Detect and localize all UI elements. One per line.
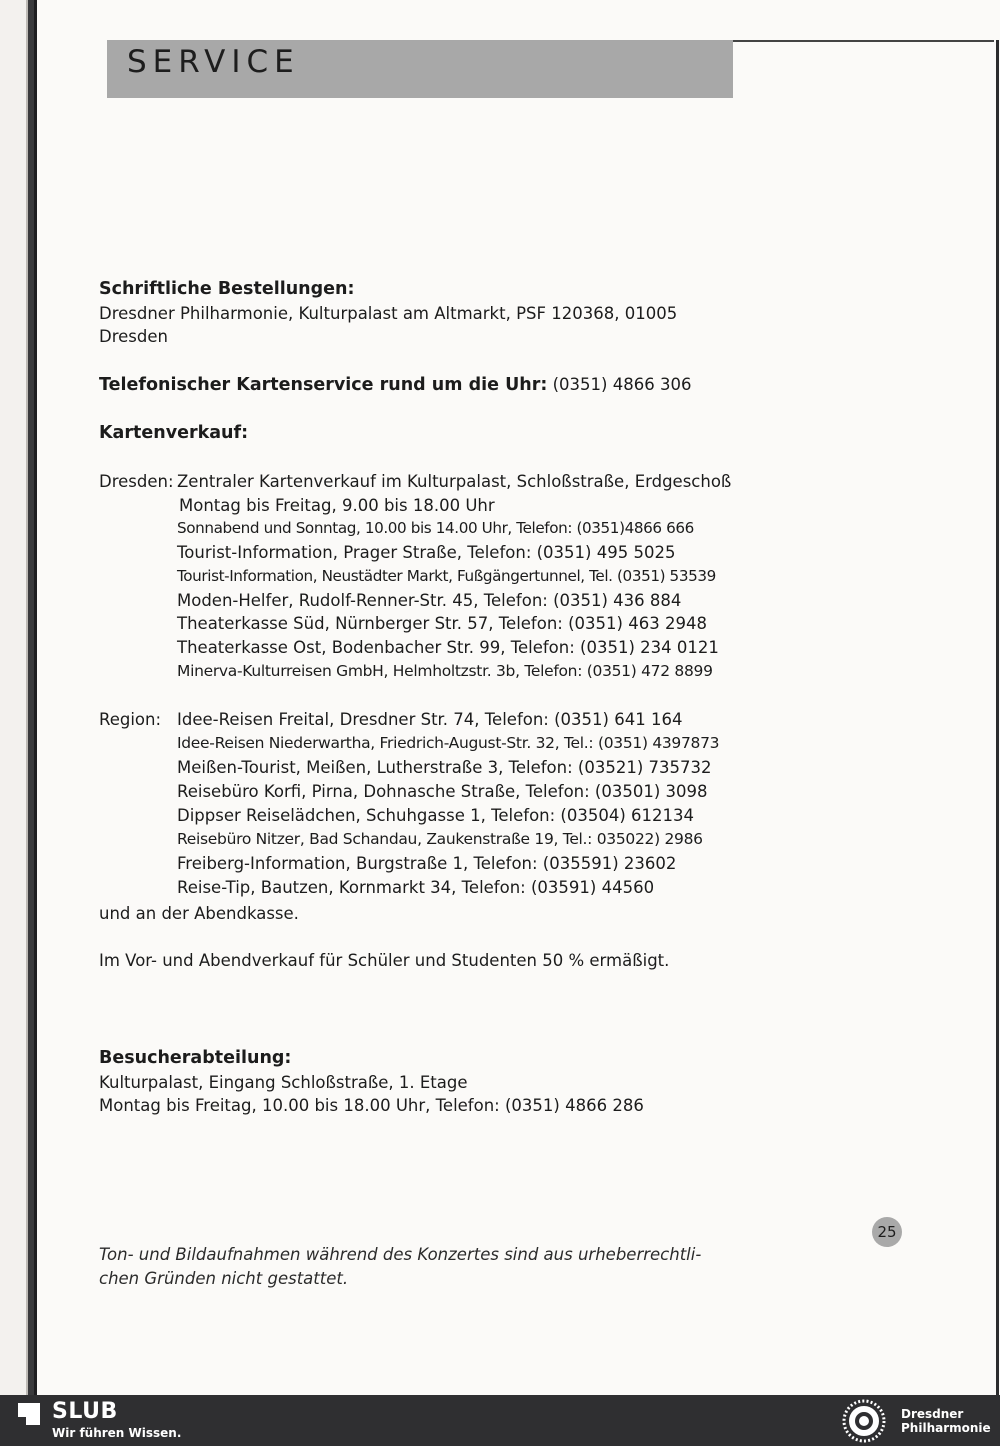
visitor-department-line1: Kulturpalast, Eingang Schloßstraße, 1. Etage: [99, 1072, 468, 1092]
dresden-outlet: Tourist-Information, Neustädter Markt, Fußgängertunnel, Tel. (0351) 53539: [177, 567, 716, 585]
page-edge-rule: [996, 40, 999, 1395]
written-orders-line2: Dresden: [99, 327, 168, 347]
visitor-department-line2: Montag bis Freitag, 10.00 bis 18.00 Uhr, Telefon: (0351) 4866 286: [99, 1096, 644, 1116]
dresden-outlet: Minerva-Kulturreisen GmbH, Helmholtzstr. 3b, Telefon: (0351) 472 8899: [177, 662, 713, 680]
page-number: 25: [872, 1217, 902, 1247]
dresden-outlet: Sonnabend und Sonntag, 10.00 bis 14.00 Uhr, Telefon: (0351)4866 666: [177, 519, 694, 537]
dresden-outlet: Zentraler Kartenverkauf im Kulturpalast, Schloßstraße, Erdgeschoß: [177, 472, 732, 491]
ticket-sales-heading-block: [99, 422, 739, 446]
region-outlet: Reisebüro Nitzer, Bad Schandau, Zaukenstraße 19, Tel.: 035022) 2986: [177, 830, 703, 848]
written-orders-line1: Dresdner Philharmonie, Kulturpalast am Altmarkt, PSF 120368, 01005: [99, 303, 678, 323]
region-outlet: Reisebüro Korfi, Pirna, Dohnasche Straße, Telefon: (03501) 3098: [177, 782, 708, 801]
visitor-department-heading: Besucherabteilung:: [99, 1048, 292, 1068]
section-title: SERVICE: [127, 44, 300, 80]
philharmonie-logo-icon: [842, 1399, 886, 1443]
region-outlet: Idee-Reisen Niederwartha, Friedrich-August-Str. 32, Tel.: (0351) 4397873: [177, 734, 720, 752]
written-orders: [99, 278, 739, 349]
philharmonie-name-line1: Dresdner: [901, 1407, 964, 1421]
visitor-department: [99, 1047, 739, 1118]
recording-notice-line2: chen Gründen nicht gestattet.: [99, 1268, 349, 1288]
phone-service-number: (0351) 4866 306: [547, 375, 692, 394]
region-outlet: Reise-Tip, Bautzen, Kornmarkt 34, Telefon: (03591) 44560: [177, 878, 655, 897]
student-discount: [99, 949, 739, 973]
header-rule: [732, 40, 994, 42]
region-outlet: Freiberg-Information, Burgstraße 1, Telefon: (035591) 23602: [177, 854, 677, 873]
phone-service: [99, 373, 739, 398]
dresden-outlet: Theaterkasse Ost, Bodenbacher Str. 99, Telefon: (0351) 234 0121: [177, 638, 719, 657]
slub-tagline: Wir führen Wissen.: [52, 1426, 182, 1440]
recording-notice: [99, 1243, 739, 1290]
dresden-label: Dresden:: [99, 472, 174, 491]
recording-notice-line1: Ton- und Bildaufnahmen während des Konzertes sind aus urheberrechtli-: [99, 1245, 702, 1264]
phone-service-heading: Telefonischer Kartenservice rund um die Uhr:: [99, 375, 548, 395]
region-outlet: Idee-Reisen Freital, Dresdner Str. 74, Telefon: (0351) 641 164: [177, 710, 683, 729]
footer-bar: [0, 1395, 1000, 1446]
section-header-bar: [107, 40, 733, 98]
dresden-outlet: Tourist-Information, Prager Straße, Telefon: (0351) 495 5025: [177, 543, 676, 562]
written-orders-heading: Schriftliche Bestellungen:: [99, 279, 355, 299]
evening-box-office-text: und an der Abendkasse.: [99, 904, 299, 923]
region-outlet: Meißen-Tourist, Meißen, Lutherstraße 3, Telefon: (03521) 735732: [177, 758, 712, 777]
evening-box-office: [99, 902, 739, 926]
region-outlet: Dippser Reiselädchen, Schuhgasse 1, Telefon: (03504) 612134: [177, 806, 695, 825]
student-discount-text: Im Vor- und Abendverkauf für Schüler und Studenten 50 % ermäßigt.: [99, 951, 670, 970]
brochure-page: [34, 0, 1000, 1395]
philharmonie-name-line2: Philharmonie: [901, 1421, 991, 1435]
dresden-outlet: Moden-Helfer, Rudolf-Renner-Str. 45, Telefon: (0351) 436 884: [177, 591, 682, 610]
philharmonie-logo-text: [901, 1407, 997, 1435]
previous-page-edge: [0, 0, 28, 1395]
slub-logo-icon: [18, 1403, 40, 1425]
ticket-sales-heading: Kartenverkauf:: [99, 423, 249, 443]
slub-logo-text: SLUB: [52, 1399, 118, 1424]
region-label: Region:: [99, 710, 162, 729]
dresden-outlet: Montag bis Freitag, 9.00 bis 18.00 Uhr: [179, 496, 495, 515]
dresden-outlet: Theaterkasse Süd, Nürnberger Str. 57, Telefon: (0351) 463 2948: [177, 614, 707, 633]
